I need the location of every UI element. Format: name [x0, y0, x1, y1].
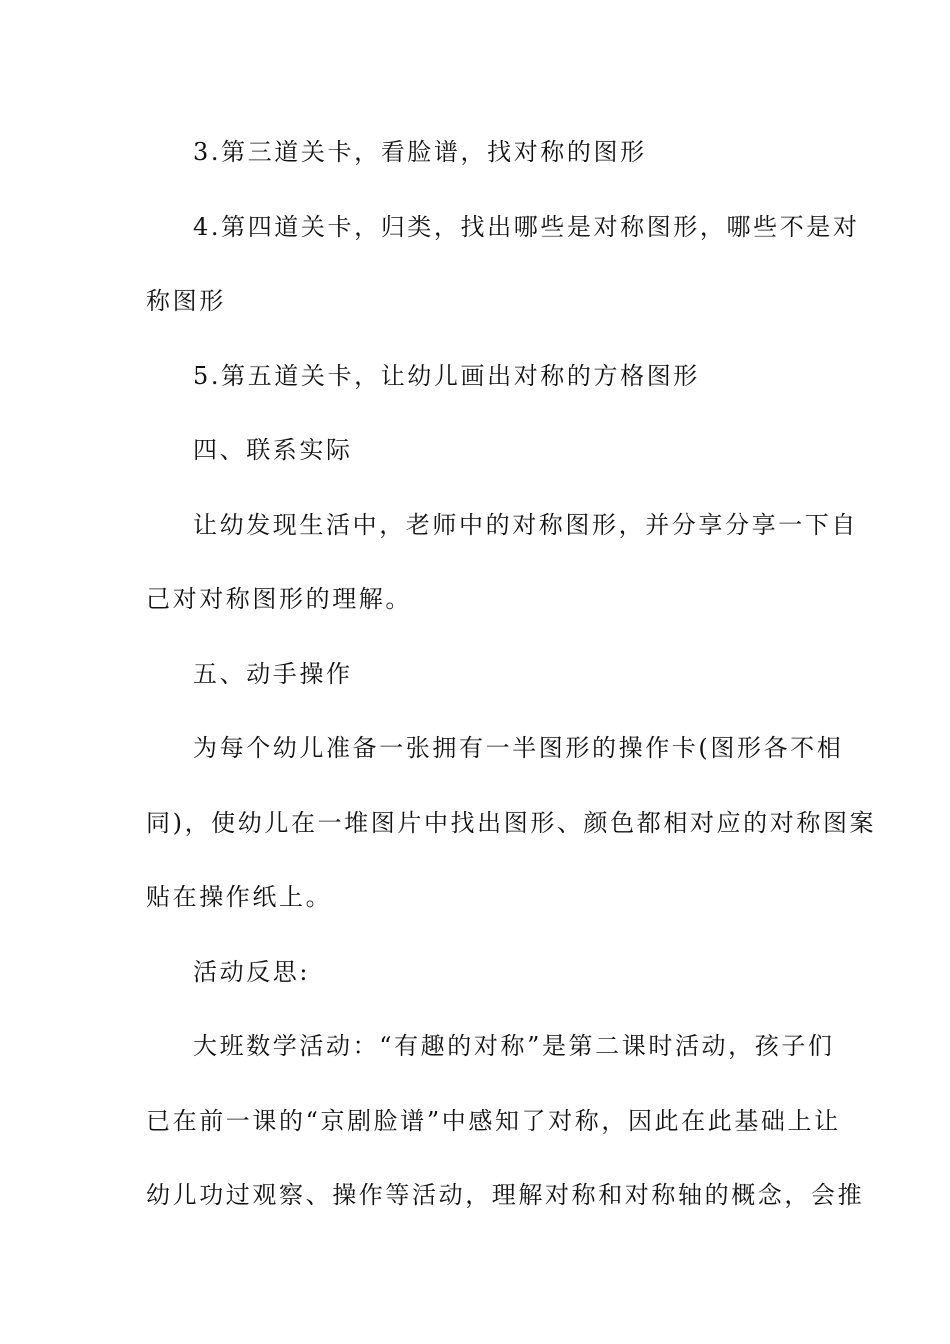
section-heading-practice: 四、联系实际: [193, 436, 353, 464]
paragraph-line: 己对对称图形的理解。: [146, 585, 412, 613]
paragraph-line: 大班数学活动：“有趣的对称”是第二课时活动，孩子们: [193, 1032, 835, 1060]
paragraph-line: 幼儿功过观察、操作等活动，理解对称和对称轴的概念，会推: [146, 1181, 865, 1209]
paragraph-line: 同)，使幼儿在一堆图片中找出图形、颜色都相对应的对称图案: [146, 809, 877, 837]
paragraph-line: 让幼发现生活中，老师中的对称图形，并分享分享一下自: [193, 511, 858, 539]
section-heading-reflection: 活动反思:: [193, 958, 311, 986]
section-heading-hands-on: 五、动手操作: [193, 660, 353, 688]
list-item-level-4: 4.第四道关卡，归类，找出哪些是对称图形，哪些不是对: [193, 213, 860, 241]
list-item-level-4-continuation: 称图形: [146, 287, 226, 315]
list-item-level-5: 5.第五道关卡，让幼儿画出对称的方格图形: [193, 362, 700, 390]
paragraph-line: 贴在操作纸上。: [146, 883, 333, 911]
paragraph-line: 已在前一课的“京剧脸谱”中感知了对称，因此在此基础上让: [146, 1107, 841, 1135]
paragraph-line: 为每个幼儿准备一张拥有一半图形的操作卡(图形各不相: [193, 734, 844, 762]
list-item-level-3: 3.第三道关卡，看脸谱，找对称的图形: [193, 138, 647, 166]
